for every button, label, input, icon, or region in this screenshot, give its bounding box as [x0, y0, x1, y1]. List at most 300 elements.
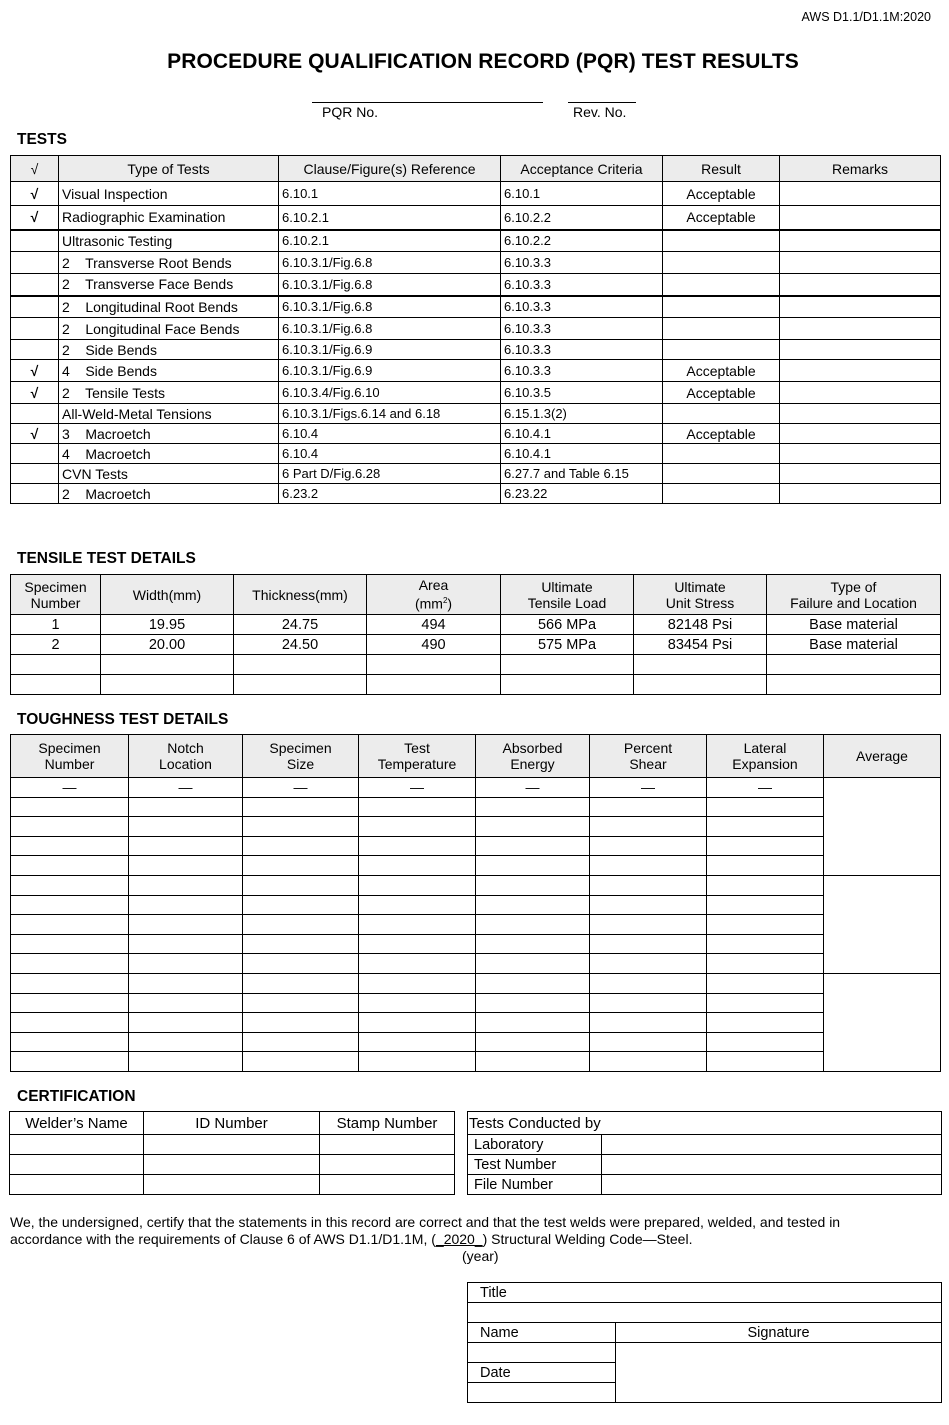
- toughness-cell[interactable]: [707, 836, 824, 856]
- test-remarks-cell[interactable]: [780, 206, 941, 230]
- toughness-cell[interactable]: [359, 973, 476, 993]
- test-check-cell[interactable]: [11, 484, 59, 504]
- toughness-cell[interactable]: [129, 817, 243, 837]
- file-number-label: File Number: [468, 1175, 602, 1195]
- toughness-cell[interactable]: [129, 1013, 243, 1033]
- tests-row: [11, 340, 941, 360]
- tensile-cell[interactable]: [634, 675, 767, 695]
- signature-field[interactable]: [616, 1343, 942, 1403]
- toughness-cell[interactable]: [243, 1032, 359, 1052]
- signature-table: [467, 1282, 942, 1403]
- toughness-row: [11, 973, 941, 993]
- test-remarks-cell[interactable]: [780, 182, 941, 206]
- toughness-cell[interactable]: [359, 934, 476, 954]
- test-result-cell[interactable]: [663, 274, 780, 296]
- test-type-cell: 4 Macroetch: [59, 444, 279, 464]
- toughness-cell[interactable]: [476, 1013, 590, 1033]
- toughness-cell[interactable]: [707, 954, 824, 974]
- toughness-row: [11, 875, 941, 895]
- toughness-cell[interactable]: [11, 856, 129, 876]
- toughness-cell[interactable]: [11, 973, 129, 993]
- toughness-row: [11, 797, 941, 817]
- toughness-cell[interactable]: [11, 954, 129, 974]
- test-number-field[interactable]: [602, 1155, 942, 1175]
- test-check-cell[interactable]: [11, 230, 59, 252]
- test-type-cell: 2 Side Bends: [59, 340, 279, 360]
- toughness-cell[interactable]: [11, 895, 129, 915]
- toughness-cell[interactable]: [359, 875, 476, 895]
- tests-row: [11, 182, 941, 206]
- test-remarks-cell[interactable]: [780, 424, 941, 444]
- toughness-cell[interactable]: [11, 1013, 129, 1033]
- toughness-cell[interactable]: [243, 993, 359, 1013]
- toughness-cell[interactable]: [707, 856, 824, 876]
- toughness-cell[interactable]: [129, 1052, 243, 1072]
- stamp-number-cell[interactable]: [320, 1135, 455, 1155]
- toughness-header-row: [11, 735, 941, 778]
- test-type-cell: 2 Transverse Root Bends: [59, 252, 279, 274]
- toughness-cell[interactable]: [707, 895, 824, 915]
- tests-row: [11, 274, 941, 296]
- test-check-cell[interactable]: √: [11, 360, 59, 382]
- toughness-cell[interactable]: [243, 1013, 359, 1033]
- test-result-cell[interactable]: Acceptable: [663, 360, 780, 382]
- test-result-cell[interactable]: [663, 340, 780, 360]
- test-remarks-cell[interactable]: [780, 252, 941, 274]
- toughness-cell[interactable]: [243, 934, 359, 954]
- toughness-cell[interactable]: [707, 1032, 824, 1052]
- test-check-cell[interactable]: √: [11, 382, 59, 404]
- test-remarks-cell[interactable]: [780, 296, 941, 318]
- toughness-cell[interactable]: [590, 836, 707, 856]
- title-field[interactable]: [468, 1303, 942, 1323]
- toughness-cell[interactable]: [590, 934, 707, 954]
- test-result-cell[interactable]: Acceptable: [663, 182, 780, 206]
- tensile-cell[interactable]: Base material: [767, 615, 941, 635]
- test-criteria-cell: 6.10.2.2: [501, 206, 663, 230]
- welder-table: [9, 1111, 455, 1195]
- toughness-cell[interactable]: [476, 1052, 590, 1072]
- test-clause-cell: 6.10.3.1/Fig.6.8: [279, 296, 501, 318]
- toughness-cell[interactable]: [359, 1013, 476, 1033]
- test-result-cell[interactable]: [663, 484, 780, 504]
- toughness-cell[interactable]: [476, 797, 590, 817]
- toughness-cell[interactable]: [359, 817, 476, 837]
- tensile-row: [11, 635, 941, 655]
- toughness-cell[interactable]: [476, 954, 590, 974]
- toughness-cell[interactable]: [129, 973, 243, 993]
- toughness-cell[interactable]: [707, 1052, 824, 1072]
- tensile-cell[interactable]: 83454 Psi: [634, 635, 767, 655]
- toughness-cell[interactable]: [243, 973, 359, 993]
- toughness-cell[interactable]: [11, 1052, 129, 1072]
- toughness-col-header: Specimen Number: [11, 735, 129, 778]
- test-result-cell[interactable]: [663, 464, 780, 484]
- tensile-col-line2: Failure and Location: [790, 594, 917, 611]
- toughness-cell[interactable]: [359, 915, 476, 935]
- tensile-col-line2: Number: [30, 594, 81, 611]
- toughness-cell[interactable]: [590, 1032, 707, 1052]
- test-check-cell[interactable]: √: [11, 206, 59, 230]
- toughness-cell[interactable]: —: [359, 778, 476, 798]
- test-clause-cell: 6.23.2: [279, 484, 501, 504]
- toughness-cell[interactable]: [359, 836, 476, 856]
- toughness-row: [11, 1032, 941, 1052]
- tensile-cell[interactable]: [367, 675, 501, 695]
- toughness-col-header: Test Temperature: [359, 735, 476, 778]
- toughness-cell[interactable]: [476, 895, 590, 915]
- toughness-cell[interactable]: [11, 817, 129, 837]
- toughness-row: [11, 993, 941, 1013]
- toughness-cell[interactable]: [476, 1032, 590, 1052]
- toughness-cell[interactable]: [129, 954, 243, 974]
- test-remarks-cell[interactable]: [780, 360, 941, 382]
- toughness-cell[interactable]: [129, 993, 243, 1013]
- test-criteria-cell: 6.10.3.3: [501, 274, 663, 296]
- tensile-cell[interactable]: [101, 675, 234, 695]
- toughness-cell[interactable]: [476, 856, 590, 876]
- toughness-cell[interactable]: [590, 954, 707, 974]
- test-clause-cell: 6.10.3.1/Fig.6.9: [279, 360, 501, 382]
- toughness-col-header: Specimen Size: [243, 735, 359, 778]
- tensile-cell[interactable]: [234, 655, 367, 675]
- toughness-cell[interactable]: [590, 915, 707, 935]
- toughness-cell[interactable]: [359, 797, 476, 817]
- tensile-cell[interactable]: 575 MPa: [501, 635, 634, 655]
- toughness-cell[interactable]: [11, 915, 129, 935]
- tests-row: [11, 296, 941, 318]
- tests-row: [11, 424, 941, 444]
- test-check-cell[interactable]: [11, 340, 59, 360]
- test-remarks-cell[interactable]: [780, 404, 941, 424]
- toughness-cell[interactable]: [707, 797, 824, 817]
- toughness-cell[interactable]: [476, 875, 590, 895]
- test-clause-cell: 6.10.3.1/Figs.6.14 and 6.18: [279, 404, 501, 424]
- toughness-cell[interactable]: [590, 973, 707, 993]
- toughness-cell[interactable]: [243, 856, 359, 876]
- test-result-cell[interactable]: [663, 296, 780, 318]
- statement-line-2: [10, 1231, 910, 1248]
- tensile-cell[interactable]: 82148 Psi: [634, 615, 767, 635]
- toughness-cell[interactable]: [707, 973, 824, 993]
- tensile-row: [11, 675, 941, 695]
- test-result-cell[interactable]: [663, 318, 780, 340]
- tensile-col-header: [234, 575, 367, 615]
- file-number-field[interactable]: [602, 1175, 942, 1195]
- tensile-cell[interactable]: [11, 675, 101, 695]
- toughness-cell[interactable]: [129, 797, 243, 817]
- tensile-cell[interactable]: 566 MPa: [501, 615, 634, 635]
- test-result-cell[interactable]: [663, 252, 780, 274]
- tensile-row: [11, 615, 941, 635]
- toughness-cell[interactable]: [476, 993, 590, 1013]
- test-criteria-cell: 6.10.3.3: [501, 296, 663, 318]
- toughness-cell[interactable]: —: [476, 778, 590, 798]
- tensile-col-header: [101, 575, 234, 615]
- toughness-cell[interactable]: [129, 836, 243, 856]
- tests-row: [11, 444, 941, 464]
- test-clause-cell: 6.10.4: [279, 424, 501, 444]
- statement-year: _2020_: [435, 1231, 483, 1247]
- test-clause-cell: 6.10.2.1: [279, 206, 501, 230]
- tensile-cell[interactable]: 494: [367, 615, 501, 635]
- test-criteria-cell: 6.10.3.3: [501, 340, 663, 360]
- test-remarks-cell[interactable]: [780, 464, 941, 484]
- toughness-cell[interactable]: [359, 954, 476, 974]
- toughness-cell[interactable]: [359, 1052, 476, 1072]
- toughness-cell[interactable]: [11, 934, 129, 954]
- toughness-cell[interactable]: —: [590, 778, 707, 798]
- test-check-cell[interactable]: [11, 404, 59, 424]
- tensile-cell[interactable]: Base material: [767, 635, 941, 655]
- toughness-cell[interactable]: [590, 1013, 707, 1033]
- test-check-cell[interactable]: [11, 318, 59, 340]
- toughness-cell[interactable]: [243, 895, 359, 915]
- test-type-cell: 4 Side Bends: [59, 360, 279, 382]
- test-remarks-cell[interactable]: [780, 230, 941, 252]
- stamp-number-cell[interactable]: [320, 1175, 455, 1195]
- test-remarks-cell[interactable]: [780, 340, 941, 360]
- tests-row: [11, 382, 941, 404]
- toughness-cell[interactable]: [243, 817, 359, 837]
- toughness-col-header: Percent Shear: [590, 735, 707, 778]
- toughness-cell[interactable]: [359, 895, 476, 915]
- toughness-cell[interactable]: —: [707, 778, 824, 798]
- col-criteria: Acceptance Criteria: [501, 156, 663, 182]
- toughness-cell[interactable]: [359, 856, 476, 876]
- test-check-cell[interactable]: [11, 274, 59, 296]
- test-criteria-cell: 6.10.3.3: [501, 252, 663, 274]
- toughness-row: [11, 954, 941, 974]
- toughness-col-header: Notch Location: [129, 735, 243, 778]
- toughness-cell[interactable]: —: [129, 778, 243, 798]
- tensile-cell[interactable]: 490: [367, 635, 501, 655]
- toughness-cell[interactable]: [476, 817, 590, 837]
- test-remarks-cell[interactable]: [780, 318, 941, 340]
- toughness-cell[interactable]: [590, 895, 707, 915]
- toughness-cell[interactable]: [129, 1032, 243, 1052]
- test-criteria-cell: 6.10.1: [501, 182, 663, 206]
- toughness-row: [11, 1052, 941, 1072]
- tensile-cell[interactable]: [767, 675, 941, 695]
- toughness-cell[interactable]: [243, 797, 359, 817]
- rev-number-field[interactable]: [568, 88, 636, 103]
- tensile-cell[interactable]: [234, 675, 367, 695]
- toughness-average-cell[interactable]: [824, 875, 941, 973]
- toughness-cell[interactable]: [243, 875, 359, 895]
- test-result-cell[interactable]: [663, 444, 780, 464]
- tensile-col-line1: Ultimate: [674, 578, 726, 595]
- test-check-cell[interactable]: √: [11, 182, 59, 206]
- test-number-label: Test Number: [468, 1155, 602, 1175]
- toughness-average-cell[interactable]: [824, 778, 941, 876]
- toughness-cell[interactable]: [707, 875, 824, 895]
- tensile-col-header: [501, 575, 634, 615]
- toughness-cell[interactable]: [707, 915, 824, 935]
- col-type: Type of Tests: [59, 156, 279, 182]
- tensile-col-line2: $(mm^2)$: [414, 595, 453, 612]
- tensile-col-line1: Area: [418, 577, 449, 594]
- col-clause: Clause/Figure(s) Reference: [279, 156, 501, 182]
- test-criteria-cell: 6.10.4.1: [501, 424, 663, 444]
- toughness-cell[interactable]: [11, 797, 129, 817]
- toughness-cell[interactable]: [476, 973, 590, 993]
- date-field[interactable]: [468, 1383, 616, 1403]
- toughness-average-cell[interactable]: [824, 973, 941, 1071]
- tensile-col-line2: Unit Stress: [665, 594, 735, 611]
- tensile-cell[interactable]: 24.75: [234, 615, 367, 635]
- toughness-cell[interactable]: [590, 817, 707, 837]
- tests-section-title: TESTS: [17, 131, 67, 148]
- toughness-cell[interactable]: [11, 993, 129, 1013]
- test-clause-cell: 6.10.3.1/Fig.6.8: [279, 274, 501, 296]
- toughness-table: [10, 734, 941, 1072]
- tensile-cell[interactable]: 20.00: [101, 635, 234, 655]
- toughness-row: [11, 856, 941, 876]
- test-result-cell[interactable]: [663, 230, 780, 252]
- toughness-cell[interactable]: [707, 993, 824, 1013]
- tests-row: [11, 252, 941, 274]
- toughness-cell[interactable]: [590, 875, 707, 895]
- statement-post: ) Structural Welding Code—Steel.: [482, 1231, 693, 1247]
- id-number-cell[interactable]: [144, 1135, 320, 1155]
- toughness-cell[interactable]: [590, 856, 707, 876]
- stamp-number-cell[interactable]: [320, 1155, 455, 1175]
- test-clause-cell: 6 Part D/Fig.6.28: [279, 464, 501, 484]
- welder-name-cell[interactable]: [10, 1155, 144, 1175]
- tensile-cell[interactable]: [367, 655, 501, 675]
- toughness-cell[interactable]: [476, 915, 590, 935]
- toughness-cell[interactable]: [11, 836, 129, 856]
- toughness-cell[interactable]: [11, 1032, 129, 1052]
- welder-name-cell[interactable]: [10, 1135, 144, 1155]
- tensile-col-line1: Thickness(mm): [252, 586, 348, 603]
- test-type-cell: 2 Longitudinal Face Bends: [59, 318, 279, 340]
- welder-row: [10, 1175, 455, 1195]
- welder-name-cell[interactable]: [10, 1175, 144, 1195]
- toughness-cell[interactable]: —: [243, 778, 359, 798]
- test-check-cell[interactable]: [11, 252, 59, 274]
- toughness-cell[interactable]: [476, 836, 590, 856]
- test-type-cell: 3 Macroetch: [59, 424, 279, 444]
- tensile-col-line1: Specimen: [24, 578, 87, 595]
- test-remarks-cell[interactable]: [780, 274, 941, 296]
- test-result-cell[interactable]: Acceptable: [663, 382, 780, 404]
- toughness-cell[interactable]: [707, 934, 824, 954]
- toughness-cell[interactable]: [590, 797, 707, 817]
- test-type-cell: 2 Longitudinal Root Bends: [59, 296, 279, 318]
- toughness-cell[interactable]: [707, 1013, 824, 1033]
- document-code: AWS D1.1/D1.1M:2020: [801, 10, 931, 24]
- tensile-cell[interactable]: [767, 655, 941, 675]
- toughness-row: [11, 817, 941, 837]
- tensile-col-line1: Width(mm): [132, 586, 202, 603]
- tests-row: [11, 464, 941, 484]
- toughness-cell[interactable]: —: [11, 778, 129, 798]
- toughness-cell[interactable]: [129, 895, 243, 915]
- conducted-by-label: Tests Conducted by: [468, 1112, 942, 1135]
- tensile-col-header: [367, 575, 501, 615]
- tensile-cell[interactable]: 24.50: [234, 635, 367, 655]
- test-check-cell[interactable]: [11, 296, 59, 318]
- id-number-cell[interactable]: [144, 1155, 320, 1175]
- laboratory-field[interactable]: [602, 1135, 942, 1155]
- tests-row: [11, 318, 941, 340]
- test-result-cell[interactable]: Acceptable: [663, 424, 780, 444]
- test-result-cell[interactable]: [663, 404, 780, 424]
- name-label: Name: [468, 1323, 616, 1343]
- toughness-col-header: Lateral Expansion: [707, 735, 824, 778]
- tensile-cell[interactable]: 2: [11, 635, 101, 655]
- tests-row: [11, 206, 941, 230]
- toughness-cell[interactable]: [590, 993, 707, 1013]
- test-check-cell[interactable]: [11, 444, 59, 464]
- tests-row: [11, 484, 941, 504]
- date-label: Date: [468, 1363, 616, 1383]
- toughness-cell[interactable]: [129, 934, 243, 954]
- toughness-cell[interactable]: [129, 915, 243, 935]
- toughness-cell[interactable]: [359, 1032, 476, 1052]
- tensile-cell[interactable]: [501, 675, 634, 695]
- toughness-cell[interactable]: [243, 954, 359, 974]
- toughness-cell[interactable]: [129, 875, 243, 895]
- test-criteria-cell: 6.23.22: [501, 484, 663, 504]
- test-criteria-cell: 6.10.3.3: [501, 318, 663, 340]
- tensile-cell[interactable]: [101, 655, 234, 675]
- toughness-cell[interactable]: [243, 1052, 359, 1072]
- tensile-cell[interactable]: 1: [11, 615, 101, 635]
- test-remarks-cell[interactable]: [780, 484, 941, 504]
- name-field[interactable]: [468, 1343, 616, 1363]
- col-id-number: ID Number: [144, 1112, 320, 1135]
- toughness-cell[interactable]: [359, 993, 476, 1013]
- test-check-cell[interactable]: [11, 464, 59, 484]
- welder-row: [10, 1155, 455, 1175]
- toughness-row: [11, 895, 941, 915]
- test-remarks-cell[interactable]: [780, 382, 941, 404]
- test-type-cell: Radiographic Examination: [59, 206, 279, 230]
- test-criteria-cell: 6.15.1.3(2): [501, 404, 663, 424]
- test-clause-cell: 6.10.2.1: [279, 230, 501, 252]
- tensile-cell[interactable]: [11, 655, 101, 675]
- title-label: Title: [468, 1283, 942, 1303]
- toughness-cell[interactable]: [243, 836, 359, 856]
- id-number-cell[interactable]: [144, 1175, 320, 1195]
- toughness-cell[interactable]: [11, 875, 129, 895]
- toughness-cell[interactable]: [129, 856, 243, 876]
- year-label: (year): [462, 1248, 499, 1264]
- toughness-cell[interactable]: [243, 915, 359, 935]
- certification-section-title: CERTIFICATION: [17, 1088, 136, 1105]
- signature-label: Signature: [616, 1323, 942, 1343]
- toughness-cell[interactable]: [707, 817, 824, 837]
- col-stamp-number: Stamp Number: [320, 1112, 455, 1135]
- toughness-cell[interactable]: [476, 934, 590, 954]
- tensile-cell[interactable]: 19.95: [101, 615, 234, 635]
- test-result-cell[interactable]: Acceptable: [663, 206, 780, 230]
- test-type-cell: Visual Inspection: [59, 182, 279, 206]
- tensile-col-line2: Tensile Load: [527, 594, 607, 611]
- toughness-cell[interactable]: [590, 1052, 707, 1072]
- pqr-number-field[interactable]: [312, 88, 543, 103]
- test-clause-cell: 6.10.3.1/Fig.6.8: [279, 318, 501, 340]
- toughness-section-title: TOUGHNESS TEST DETAILS: [17, 711, 229, 728]
- test-type-cell: All-Weld-Metal Tensions: [59, 404, 279, 424]
- test-check-cell[interactable]: √: [11, 424, 59, 444]
- test-remarks-cell[interactable]: [780, 444, 941, 464]
- tensile-cell[interactable]: [501, 655, 634, 675]
- tensile-cell[interactable]: [634, 655, 767, 675]
